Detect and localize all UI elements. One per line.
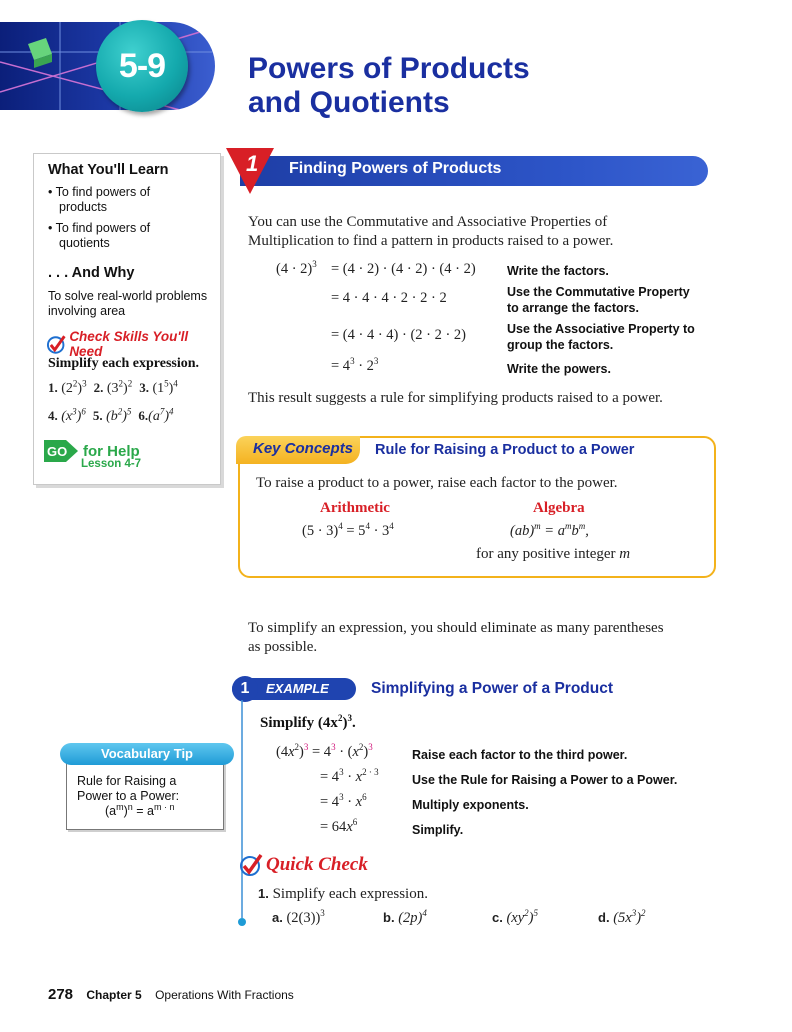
algebra-formula: $(ab)^m = a^mb^m$, xyxy=(510,521,589,539)
chapter-label: Chapter 5 xyxy=(86,988,142,1002)
help-reference[interactable]: Lesson 4-7 xyxy=(81,458,142,470)
check-instruction: Simplify each expression. xyxy=(48,356,200,371)
quick-check-part-b: b. $(2p)^4$ xyxy=(383,908,427,926)
example-step: = $64x^6$ xyxy=(320,817,358,835)
example-step: = $4^3 \cdot x^6$ xyxy=(320,792,367,810)
vocab-text: Rule for Raising a Power to a Power: $(a^m)^n = a^{m \cdot n}$ xyxy=(77,774,180,818)
key-concepts-tab: Key Concepts xyxy=(236,436,360,464)
lesson-badge xyxy=(96,20,188,112)
quick-check-item: 1. Simplify each expression. xyxy=(258,886,428,902)
exercise-row xyxy=(48,408,174,425)
vocabulary-tip-box xyxy=(66,754,224,830)
exercise-item: 3. $(1^5)^4$ xyxy=(139,378,178,396)
step-rhs: = (4 · 2) · (4 · 2) · (4 · 2) xyxy=(331,261,476,277)
arithmetic-formula: $(5 \cdot 3)^4 = 5^4 \cdot 3^4$ xyxy=(302,521,394,539)
vocabulary-tip-tab: Vocabulary Tip xyxy=(60,743,234,765)
exercise-item: 2. $(3^2)^2$ xyxy=(93,378,133,396)
lesson-number: 5-9 xyxy=(118,46,166,85)
section-intro: You can use the Commutative and Associative Properties of Multiplication to find a pattern in products raised to a power. xyxy=(248,214,614,249)
check-skills-heading: Check Skills You'll Need xyxy=(46,329,220,359)
why-text: To solve real-world problems involving area xyxy=(48,289,208,318)
checkmark-icon xyxy=(238,852,264,878)
key-statement: To raise a product to a power, raise each factor to the power. xyxy=(256,475,618,491)
example-step: = $4^3 \cdot x^{2 \cdot 3}$ xyxy=(320,767,379,785)
algebra-heading: Algebra xyxy=(533,500,585,516)
page-number: 278 xyxy=(48,986,74,1003)
example-note: Raise each factor to the third power. xyxy=(412,748,628,762)
why-heading: . . . And Why xyxy=(48,265,135,281)
step-rhs: = $4^3 \cdot 2^3$ xyxy=(331,356,379,374)
exercise-item: $6.(a^7)^4$ xyxy=(138,406,174,424)
example-prompt: Simplify $(4x^2)^3$. xyxy=(260,713,356,731)
page-title-line1: Powers of Products xyxy=(248,52,530,85)
go-for-help-link[interactable]: GO for Help xyxy=(42,436,140,466)
quick-check-part-a: a. $(2(3))^3$ xyxy=(272,908,325,926)
learn-item: • To find powers of quotients xyxy=(48,221,151,250)
learn-heading: What You'll Learn xyxy=(48,162,169,178)
exercise-item: 1. $(2^2)^3$ xyxy=(48,378,87,396)
example-step: $(4x^2)^3 = 4^3 \cdot (x^2)^3$ xyxy=(276,742,373,760)
checkmark-icon xyxy=(46,333,67,355)
quick-check-heading: Quick Check xyxy=(238,852,368,878)
step-rhs: = (4 · 4 · 4) · (2 · 2 · 2) xyxy=(331,327,467,343)
exercise-item: 4. $(x^3)^6$ xyxy=(48,406,86,424)
example-guide-line xyxy=(236,700,248,930)
step-rhs: = 4 · 4 · 4 · 2 · 2 · 2 xyxy=(331,290,447,306)
key-concepts-title: Rule for Raising a Product to a Power xyxy=(375,442,635,458)
page-footer xyxy=(48,986,294,1004)
step-note: Write the powers. xyxy=(507,362,611,376)
learn-item: • To find powers of products xyxy=(48,185,151,214)
step-lhs: $(4 \cdot 2)^3$ xyxy=(276,259,317,277)
page-title-line2: and Quotients xyxy=(248,86,450,119)
example-title: Simplifying a Power of a Product xyxy=(371,680,614,697)
quick-check-part-c: c. $(xy^2)^5$ xyxy=(492,908,539,926)
step-note: Use the Associative Property to group the factors. xyxy=(507,322,695,352)
simplify-text: To simplify an expression, you should eliminate as many parentheses as possible. xyxy=(248,620,664,655)
step-note: Write the factors. xyxy=(507,264,609,278)
step-note: Use the Commutative Property to arrange the factors. xyxy=(507,285,690,315)
arithmetic-heading: Arithmetic xyxy=(320,500,390,516)
example-badge: EXAMPLE xyxy=(232,678,356,700)
svg-text:GO: GO xyxy=(47,444,68,459)
section-number: 1 xyxy=(246,151,259,176)
example-note: Use the Rule for Raising a Power to a Power. xyxy=(412,773,678,787)
example-note: Simplify. xyxy=(412,823,464,837)
example-note: Multiply exponents. xyxy=(412,798,529,812)
example-number: 1 xyxy=(232,676,258,702)
section-title: Finding Powers of Products xyxy=(289,160,502,177)
chapter-title: Operations With Fractions xyxy=(155,988,294,1002)
algebra-note: for any positive integer m xyxy=(476,546,631,562)
exercise-row xyxy=(48,380,178,397)
quick-check-part-d: d. $(5x^3)^2$ xyxy=(598,908,646,926)
exercise-item: 5. $(b^2)^5$ xyxy=(92,406,132,424)
go-arrow-icon xyxy=(42,436,80,466)
result-text: This result suggests a rule for simplifying products raised to a power. xyxy=(248,390,663,406)
learn-box xyxy=(33,153,221,485)
